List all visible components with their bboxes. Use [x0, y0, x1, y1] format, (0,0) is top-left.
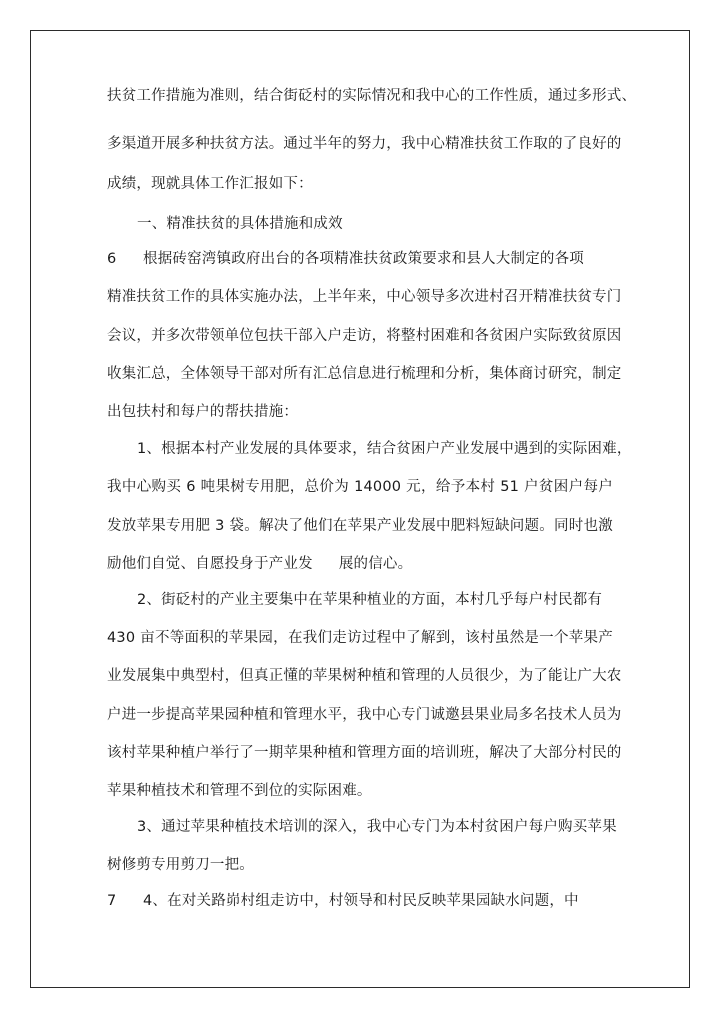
paragraph-line: 业发展集中典型村，但真正懂的苹果树种植和管理的人员很少，为了能让广大农	[107, 668, 622, 684]
paragraph-line: 扶贫工作措施为准则，结合街砭村的实际情况和我中心的工作性质，通过多形式、	[107, 88, 637, 104]
paragraph-line-text: 4、在对关路峁村组走访中，村领导和村民反映苹果园缺水问题，中	[143, 893, 579, 909]
paragraph-line: 多渠道开展多种扶贫方法。通过半年的努力，我中心精准扶贫工作取的了良好的	[107, 136, 622, 152]
paragraph-line: 树修剪专用剪刀一把。	[107, 857, 254, 873]
paragraph-line: 发放苹果专用肥 3 袋。解决了他们在苹果产业发展中肥料短缺问题。同时也激	[107, 518, 613, 534]
paragraph-line: 出包扶村和每户的帮扶措施：	[107, 404, 299, 420]
paragraph-line: 苹果种植技术和管理不到位的实际困难。	[107, 783, 372, 799]
paragraph-line: 该村苹果种植户举行了一期苹果种植和管理方面的培训班，解决了大部分村民的	[107, 745, 622, 761]
paragraph-line: 3、通过苹果种植技术培训的深入，我中心专门为本村贫困户每户购买苹果	[137, 819, 617, 835]
paragraph-line: 我中心购买 6 吨果树专用肥，总价为 14000 元，给予本村 51 户贫困户每户	[107, 479, 613, 495]
paragraph-line: 成绩，现就具体工作汇报如下：	[107, 176, 313, 192]
section-heading: 一、精准扶贫的具体措施和成效	[137, 216, 343, 232]
paragraph-line	[107, 554, 412, 574]
paragraph-line	[107, 249, 584, 269]
paragraph-line: 2、街砭村的产业主要集中在苹果种植业的方面，本村几乎每户村民都有	[137, 592, 603, 608]
paragraph-line	[107, 891, 579, 911]
paragraph-line-text: 励他们自觉、自愿投身于产业发	[107, 556, 313, 572]
paragraph-line: 户进一步提高苹果园种植和管理水平，我中心专门诚邀县果业局多名技术人员为	[107, 707, 622, 723]
page-marker: 6	[107, 251, 117, 267]
paragraph-line-text: 展的信心。	[338, 556, 413, 572]
page-marker: 7	[107, 893, 117, 909]
paragraph-line: 会议，并多次带领单位包扶干部入户走访，将整村困难和各贫困户实际致贫原因	[107, 328, 622, 344]
paragraph-line-text: 根据砖窑湾镇政府出台的各项精准扶贫政策要求和县人大制定的各项	[143, 251, 584, 267]
paragraph-line: 1、根据本村产业发展的具体要求，结合贫困户产业发展中遇到的实际困难，	[137, 441, 632, 457]
paragraph-line: 收集汇总，全体领导干部对所有汇总信息进行梳理和分析，集体商讨研究，制定	[107, 366, 622, 382]
paragraph-line: 430 亩不等面积的苹果园，在我们走访过程中了解到，该村虽然是一个苹果产	[107, 630, 613, 646]
paragraph-line: 精准扶贫工作的具体实施办法，上半年来，中心领导多次进村召开精准扶贫专门	[107, 289, 622, 305]
